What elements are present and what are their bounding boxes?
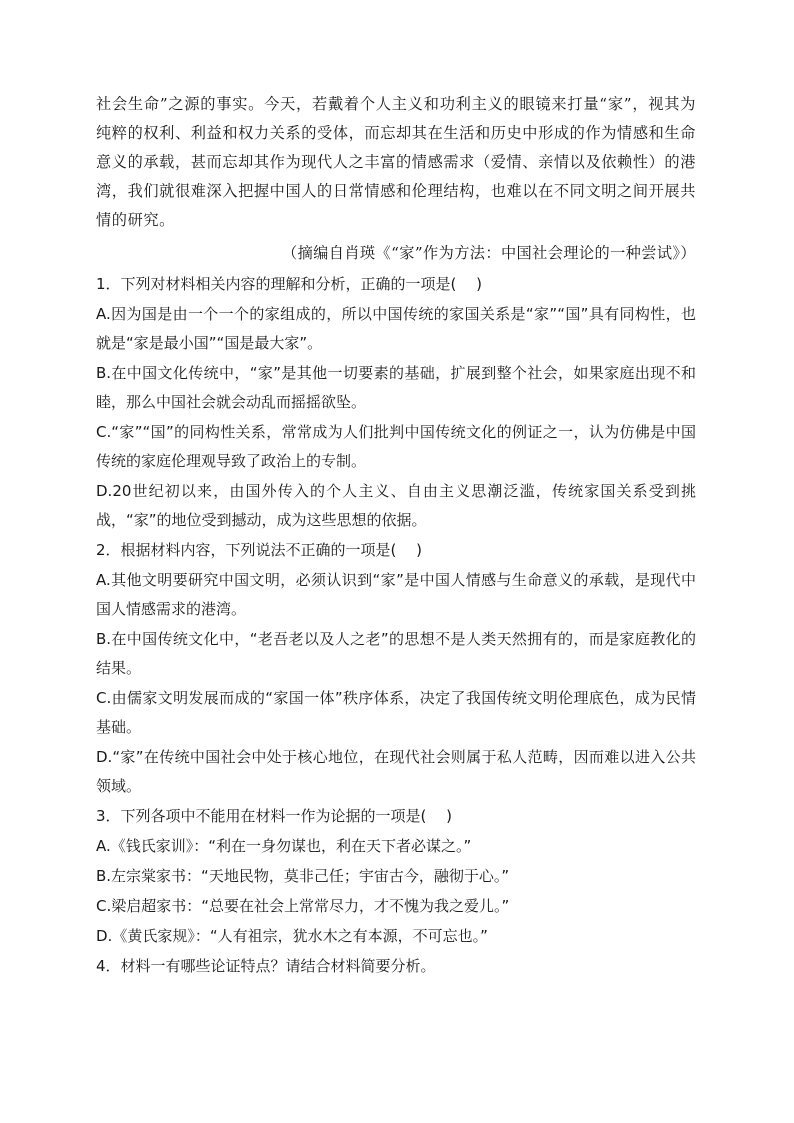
option-a: A.其他文明要研究中国文明，必须认识到“家”是中国人情感与生命意义的承载，是现代中国人情感需求的港湾。 [96,571,696,618]
option-b: B.左宗棠家书：“天地民物，莫非己任；宇宙古今，融彻于心。” [96,867,510,885]
option-c: C.梁启超家书：“总要在社会上常常尽力，才不愧为我之爱儿。” [96,897,510,915]
question-2 [96,536,696,801]
question-stem: 1．下列对材料相关内容的理解和分析，正确的一项是( ) [96,275,483,293]
document-page [96,90,696,981]
option-b: B.在中国传统文化中，“老吾老以及人之老”的思想不是人类天然拥有的，而是家庭教化的结果。 [96,630,696,677]
option-b: B.在中国文化传统中，“家”是其他一切要素的基础，扩展到整个社会，如果家庭出现不和睦，那么中国社会就会动乱而摇摇欲坠。 [96,364,696,411]
source-citation: （摘编自肖瑛《“家”作为方法：中国社会理论的一种尝试》） [281,244,696,262]
question-stem: 4．材料一有哪些论证特点？请结合材料简要分析。 [96,957,436,975]
question-stem: 2．根据材料内容，下列说法不正确的一项是( ) [96,541,423,559]
question-stem: 3．下列各项中不能用在材料一作为论据的一项是( ) [96,807,453,825]
option-d: D.《黄氏家规》：“人有祖宗，犹水木之有本源，不可忘也。” [96,927,488,945]
question-4 [96,952,696,981]
option-a: A.《钱氏家训》：“利在一身勿谋也，利在天下者必谋之。” [96,837,472,855]
passage-paragraph: 社会生命”之源的事实。今天，若戴着个人主义和功利主义的眼镜来打量“家”，视其为纯粹的权利、利益和权力关系的受体，而忘却其在生活和历史中形成的作为情感和生命意义的承载，甚而忘却其作为现代人之丰富的情感需求（爱情、亲情以及依赖性）的港湾，我们就很难深入把握中国人的日常情感和伦理结构，也难以在不同文明之间开展共情的研究。 [96,95,696,229]
question-1 [96,270,696,535]
option-d: D.20世纪初以来，由国外传入的个人主义、自由主义思潮泛滥，传统家国关系受到挑战，“家”的地位受到撼动，成为这些思想的依据。 [96,482,696,529]
question-3 [96,802,696,951]
option-d: D.“家”在传统中国社会中处于核心地位，在现代社会则属于私人范畴，因而难以进入公共领域。 [96,748,696,795]
option-c: C.“家”“国”的同构性关系，常常成为人们批判中国传统文化的例证之一，认为仿佛是中国传统的家庭伦理观导致了政治上的专制。 [96,423,696,470]
option-a: A.因为国是由一个一个的家组成的，所以中国传统的家国关系是“家”“国”具有同构性，也就是“家是最小国”“国是最大家”。 [96,305,696,352]
option-c: C.由儒家文明发展而成的“家国一体”秩序体系，决定了我国传统文明伦理底色，成为民情基础。 [96,689,696,736]
